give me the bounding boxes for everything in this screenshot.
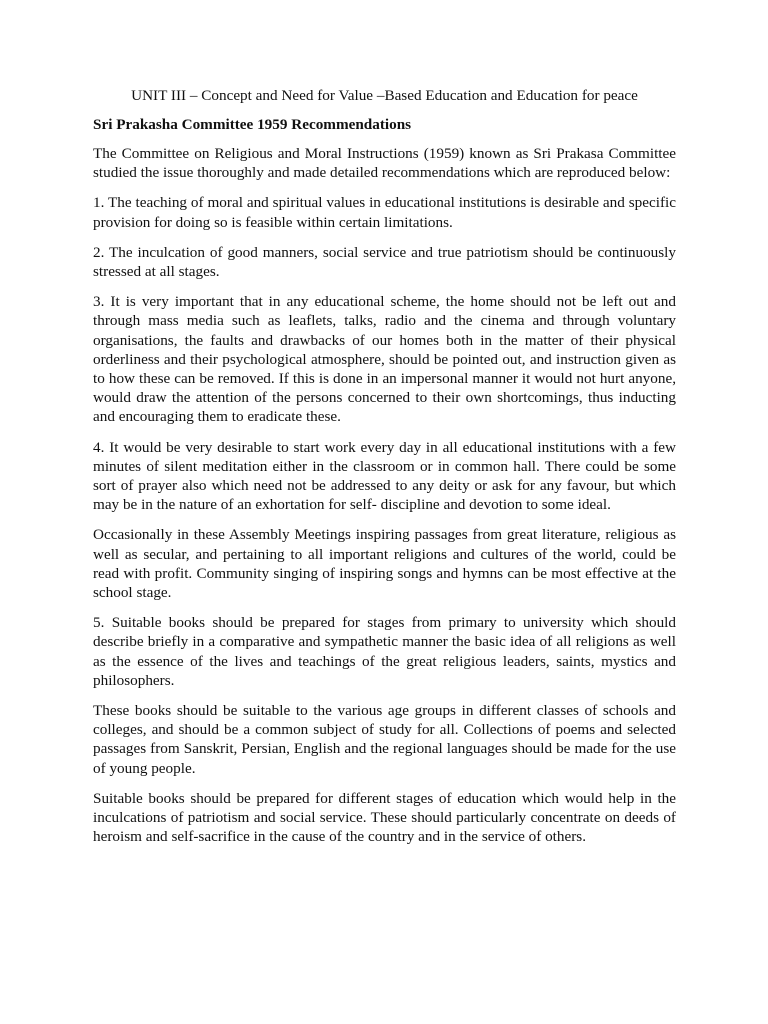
unit-title: UNIT III – Concept and Need for Value –Based Education and Education for peace xyxy=(131,87,638,104)
paragraph-books-age-groups: These books should be suitable to the various age groups in different classes of schools and colleges, and should be a common subject of study for all. Collections of poems and selected passages from Sanskrit, Persian, English and the regional languages should be made for the use of young people. xyxy=(93,702,676,777)
section-heading: Sri Prakasha Committee 1959 Recommendations xyxy=(93,116,412,133)
paragraph-recommendation-4: 4. It would be very desirable to start work every day in all educational institutions with a few minutes of silent meditation either in the classroom or in common hall. There could be some sort of prayer also which need not be addressed to any deity or ask for any favour, but which may be in the nature of an exhortation for self- discipline and devotion to some ideal. xyxy=(93,438,676,514)
paragraph-recommendation-3: 3. It is very important that in any educational scheme, the home should not be left out and through mass media such as leaflets, talks, radio and the cinema and through voluntary organisations, the faults and drawbacks of our homes both in the matter of their physical orderliness and their psychological atmosphere, should be pointed out, and instruction given as to how these can be removed. If this is done in an impersonal manner it would not hurt anyone, would draw the attention of the persons concerned to their own shortcomings, thus inducting and encouraging them to eradicate these. xyxy=(93,293,676,426)
paragraph-recommendation-2: 2. The inculcation of good manners, social service and true patriotism should be continuously stressed at all stages. xyxy=(93,243,676,281)
paragraph-assembly-meetings: Occasionally in these Assembly Meetings inspiring passages from great literature, religious as well as secular, and pertaining to all important religions and cultures of the world, could be read with profit. Community singing of inspiring songs and hymns can be most effective at the school stage. xyxy=(93,526,676,602)
paragraph-recommendation-5: 5. Suitable books should be prepared for stages from primary to university which should describe briefly in a comparative and sympathetic manner the basic idea of all religions as well as the essence of the lives and teachings of the great religious leaders, saints, mystics and philosophers. xyxy=(93,614,676,689)
paragraph-intro: The Committee on Religious and Moral Instructions (1959) known as Sri Prakasa Committee studied the issue thoroughly and made detailed recommendations which are reproduced below: xyxy=(93,145,676,182)
paragraph-recommendation-1: 1. The teaching of moral and spiritual values in educational institutions is desirable and specific provision for doing so is feasible within certain limitations. xyxy=(93,194,676,231)
paragraph-patriotism-books: Suitable books should be prepared for different stages of education which would help in the inculcations of patriotism and social service. These should particularly concentrate on deeds of heroism and self-sacrifice in the cause of the country and in the service of others. xyxy=(93,789,676,846)
